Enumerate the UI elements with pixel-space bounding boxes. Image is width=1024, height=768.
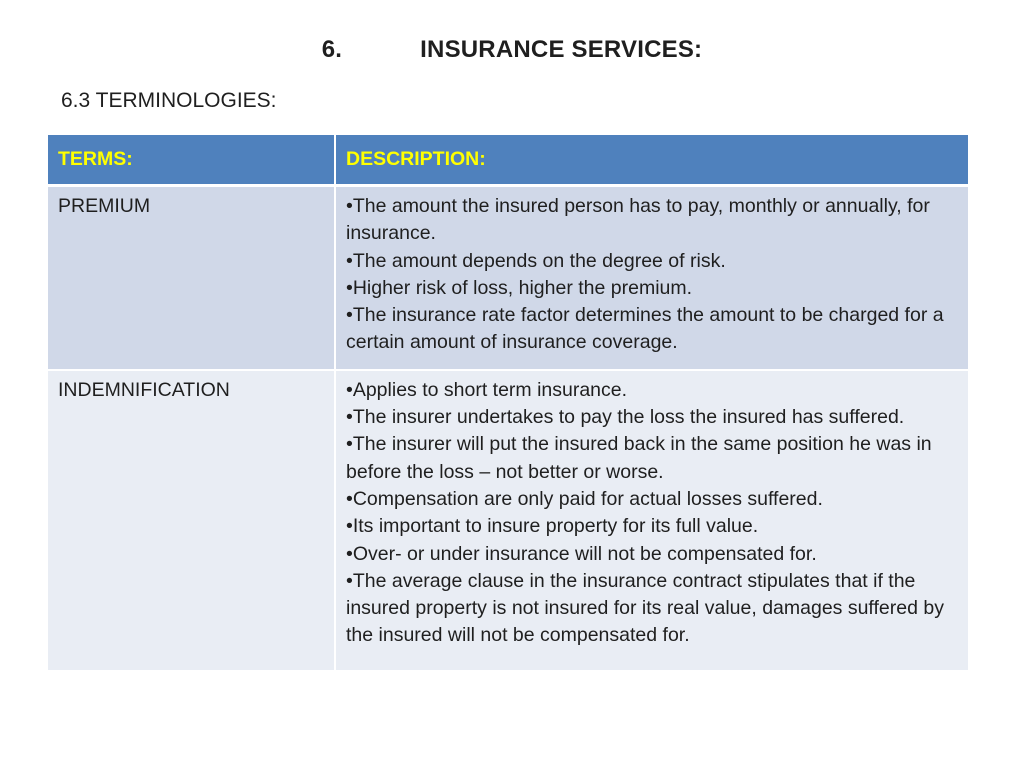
header-description: DESCRIPTION:: [335, 135, 968, 186]
bullet-item: •Its important to insure property for its full value.: [346, 515, 759, 538]
section-number: 6.: [321, 36, 343, 63]
table-header-row: [48, 135, 968, 186]
table-row: [48, 370, 968, 670]
table-row: [48, 186, 968, 370]
bullet-item: •The amount the insured person has to pay, monthly or annually, for insurance.: [346, 195, 930, 245]
bullet-item: •Over- or under insurance will not be compensated for.: [346, 542, 817, 565]
bullet-item: •The insurer will put the insured back in the same position he was in before the loss – not better or worse.: [346, 433, 932, 483]
bullet-item: •The amount depends on the degree of risk.: [346, 249, 726, 272]
bullet-item: •The insurer undertakes to pay the loss the insured has suffered.: [346, 406, 905, 429]
bullet-item: •The insurance rate factor determines the amount to be charged for a certain amount of insurance coverage.: [346, 304, 944, 354]
section-title: INSURANCE SERVICES:: [420, 36, 703, 63]
description-indemnification: [335, 370, 968, 670]
term-indemnification: INDEMNIFICATION: [48, 370, 335, 670]
bullet-item: •Compensation are only paid for actual losses suffered.: [346, 487, 823, 510]
description-premium: [335, 186, 968, 370]
bullet-item: •Applies to short term insurance.: [346, 378, 628, 401]
term-premium: PREMIUM: [48, 186, 335, 370]
header-terms: TERMS:: [48, 135, 335, 186]
slide-title: [0, 36, 1024, 64]
subsection-heading: 6.3 TERMINOLOGIES:: [61, 89, 277, 112]
bullet-item: •Higher risk of loss, higher the premium.: [346, 276, 693, 299]
bullet-item: •The average clause in the insurance contract stipulates that if the insured property is not insured for its real value, damages suffered by the insured will not be compensated for.: [346, 569, 944, 647]
terminology-table: [48, 135, 968, 670]
